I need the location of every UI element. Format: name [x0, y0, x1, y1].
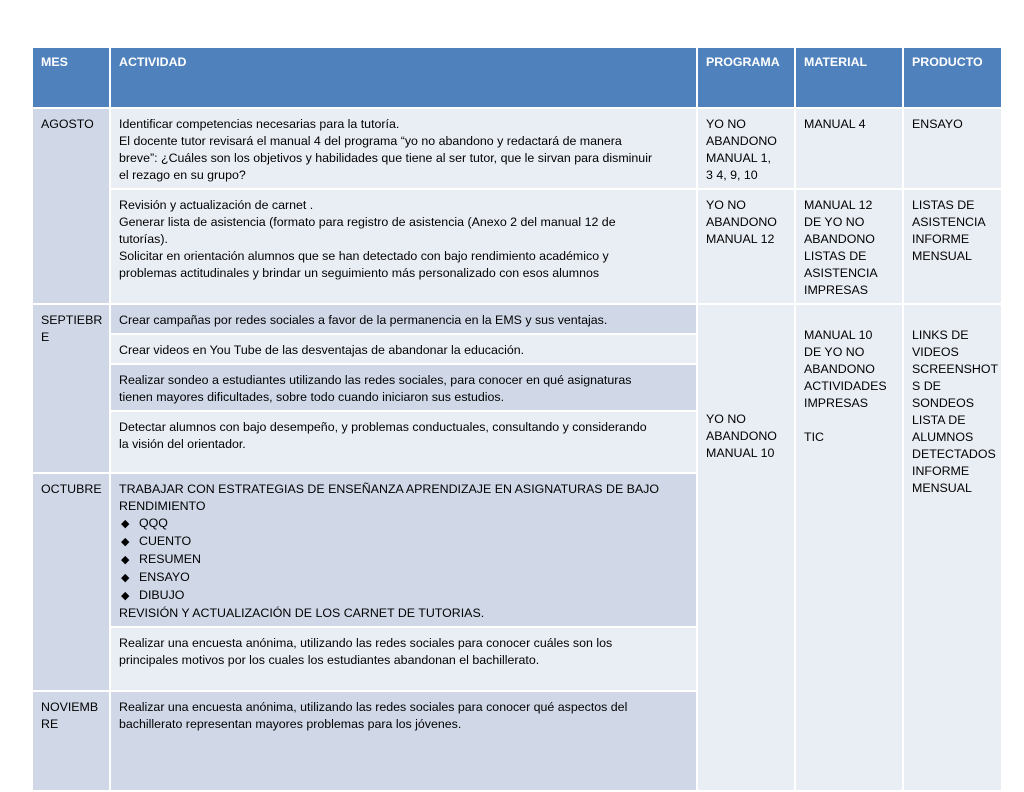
- activity-text: Revisión y actualización de carnet .: [119, 198, 314, 212]
- activity-cell: [110, 691, 697, 791]
- product-text: INFORME: [912, 232, 970, 246]
- activity-text: problemas actitudinales y brindar un seguimiento más personalizado con esos alumnos: [119, 266, 600, 280]
- material-text: TIC: [804, 430, 824, 444]
- material-text: DE YO NO: [804, 345, 865, 359]
- activity-text: el rezago en su grupo?: [119, 168, 246, 182]
- product-text: MENSUAL: [912, 249, 972, 263]
- activity-text: El docente tutor revisará el manual 4 del programa “yo no abandono y redactará de manera: [119, 134, 622, 148]
- activity-cell: [110, 627, 697, 691]
- product-text: SCREENSHOT: [912, 362, 999, 376]
- activity-cell: [110, 473, 697, 627]
- product-text: DETECTADOS: [912, 447, 996, 461]
- material-cell: [795, 108, 903, 189]
- program-cell: [697, 108, 795, 189]
- activity-text: REVISIÓN Y ACTUALIZACIÓN DE LOS CARNET DE TUTORIAS.: [119, 606, 485, 620]
- product-text: INFORME: [912, 464, 970, 478]
- program-text: MANUAL 12: [706, 232, 775, 246]
- program-text: MANUAL 1,: [706, 151, 771, 165]
- month-noviembre: [32, 691, 110, 791]
- product-text: MENSUAL: [912, 481, 972, 495]
- month-label: RE: [41, 717, 59, 731]
- activity-text: Crear campañas por redes sociales a favor de la permanencia en la EMS y sus ventajas.: [119, 313, 608, 327]
- product-text: LISTA DE: [912, 413, 966, 427]
- material-text: DE YO NO: [804, 215, 865, 229]
- activity-text: breve”: ¿Cuáles son los objetivos y habilidades que tiene al ser tutor, que le sirvan para disminuir: [119, 151, 653, 165]
- material-text: IMPRESAS: [804, 396, 869, 410]
- material-text: ABANDONO: [804, 362, 875, 376]
- activity-text: bachillerato representan mayores problemas para los jóvenes.: [119, 717, 462, 731]
- material-text: ACTIVIDADES: [804, 379, 887, 393]
- activity-text: TRABAJAR CON ESTRATEGIAS DE ENSEÑANZA APRENDIZAJE EN ASIGNATURAS DE BAJO: [119, 482, 660, 496]
- material-text: ASISTENCIA: [804, 266, 878, 280]
- activity-text: Realizar una encuesta anónima, utilizando las redes sociales para conocer cuáles son los: [119, 636, 613, 650]
- header-producto: PRODUCTO: [903, 47, 1002, 108]
- month-label: OCTUBRE: [41, 482, 102, 496]
- product-text: VIDEOS: [912, 345, 959, 359]
- header-row: [32, 47, 1002, 108]
- material-text: ABANDONO: [804, 232, 875, 246]
- product-text: LINKS DE: [912, 328, 969, 342]
- month-octubre: [32, 473, 110, 691]
- material-cell: [795, 189, 903, 304]
- month-label: SEPTIEBR: [41, 313, 103, 327]
- activity-text: principales motivos por los cuales los estudiantes abandonan el bachillerato.: [119, 653, 540, 667]
- activity-text: Detectar alumnos con bajo desempeño, y problemas conductuales, consultando y considerando: [119, 420, 647, 434]
- list-item: ◆ CUENTO: [119, 533, 688, 551]
- material-text: LISTAS DE: [804, 249, 867, 263]
- activity-plan-table: [31, 46, 1003, 792]
- material-text: IMPRESAS: [804, 283, 869, 297]
- product-text: ENSAYO: [912, 117, 963, 131]
- product-text: LISTAS DE: [912, 198, 975, 212]
- activity-cell: [110, 304, 697, 334]
- program-text: YO NO: [706, 198, 746, 212]
- activity-cell: [110, 411, 697, 473]
- header-mes: MES: [32, 47, 110, 108]
- program-text: ABANDONO: [706, 134, 777, 148]
- list-item: ◆ DIBUJO: [119, 587, 688, 605]
- program-text: YO NO: [706, 411, 746, 426]
- activity-text: Generar lista de asistencia (formato para registro de asistencia (Anexo 2 del manual 12 de: [119, 215, 616, 229]
- material-text: MANUAL 4: [804, 117, 866, 131]
- list-item: ◆ QQQ: [119, 515, 688, 533]
- material-text: MANUAL 10: [804, 328, 873, 342]
- program-text: YO NO: [706, 117, 746, 131]
- activity-cell: [110, 108, 697, 189]
- header-actividad: ACTIVIDAD: [110, 47, 697, 108]
- list-item: ◆ ENSAYO: [119, 569, 688, 587]
- diamond-bullet-icon: ◆: [121, 572, 130, 584]
- diamond-bullet-icon: ◆: [121, 554, 130, 566]
- activity-cell: [110, 334, 697, 364]
- diamond-bullet-icon: ◆: [121, 518, 130, 530]
- activity-text: Identificar competencias necesarias para la tutoría.: [119, 117, 400, 131]
- product-cell: [903, 108, 1002, 189]
- product-text: SONDEOS: [912, 396, 974, 410]
- list-item: ◆ RESUMEN: [119, 551, 688, 569]
- program-text: ABANDONO: [706, 215, 777, 229]
- activity-text: Realizar una encuesta anónima, utilizando las redes sociales para conocer qué aspectos del: [119, 700, 628, 714]
- month-label: NOVIEMB: [41, 700, 99, 714]
- product-cell: [903, 189, 1002, 304]
- month-label: E: [41, 330, 50, 344]
- month-agosto: [32, 108, 110, 304]
- activity-cell: [110, 189, 697, 304]
- product-text: ASISTENCIA: [912, 215, 986, 229]
- program-cell: [697, 189, 795, 304]
- header-programa: PROGRAMA: [697, 47, 795, 108]
- header-material: MATERIAL: [795, 47, 903, 108]
- activity-cell: [110, 364, 697, 411]
- activity-text: RENDIMIENTO: [119, 499, 206, 513]
- activity-text: Crear videos en You Tube de las desventajas de abandonar la educación.: [119, 343, 525, 357]
- program-text: MANUAL 10: [706, 445, 775, 460]
- table-row-agosto-2: [32, 189, 1002, 304]
- month-septiembre: [32, 304, 110, 473]
- product-cell: [903, 304, 1002, 791]
- material-text: MANUAL 12: [804, 198, 873, 212]
- activity-text: tienen mayores dificultades, sobre todo cuando iniciaron sus estudios.: [119, 390, 505, 404]
- table-row-agosto-1: [32, 108, 1002, 189]
- diamond-bullet-icon: ◆: [121, 536, 130, 548]
- month-label: AGOSTO: [41, 117, 94, 131]
- program-cell: [697, 304, 795, 791]
- activity-text: tutorías).: [119, 232, 168, 246]
- diamond-bullet-icon: ◆: [121, 590, 130, 602]
- material-cell: [795, 304, 903, 791]
- program-text: ABANDONO: [706, 428, 777, 443]
- activity-text: Solicitar en orientación alumnos que se han detectado con bajo rendimiento académico y: [119, 249, 609, 263]
- program-text: 3 4, 9, 10: [706, 168, 758, 182]
- activity-text: Realizar sondeo a estudiantes utilizando las redes sociales, para conocer en qué asignaturas: [119, 373, 632, 387]
- table-row-septiembre-1: [32, 304, 1002, 334]
- product-text: S DE: [912, 379, 941, 393]
- activity-text: la visión del orientador.: [119, 437, 246, 451]
- product-text: ALUMNOS: [912, 430, 974, 444]
